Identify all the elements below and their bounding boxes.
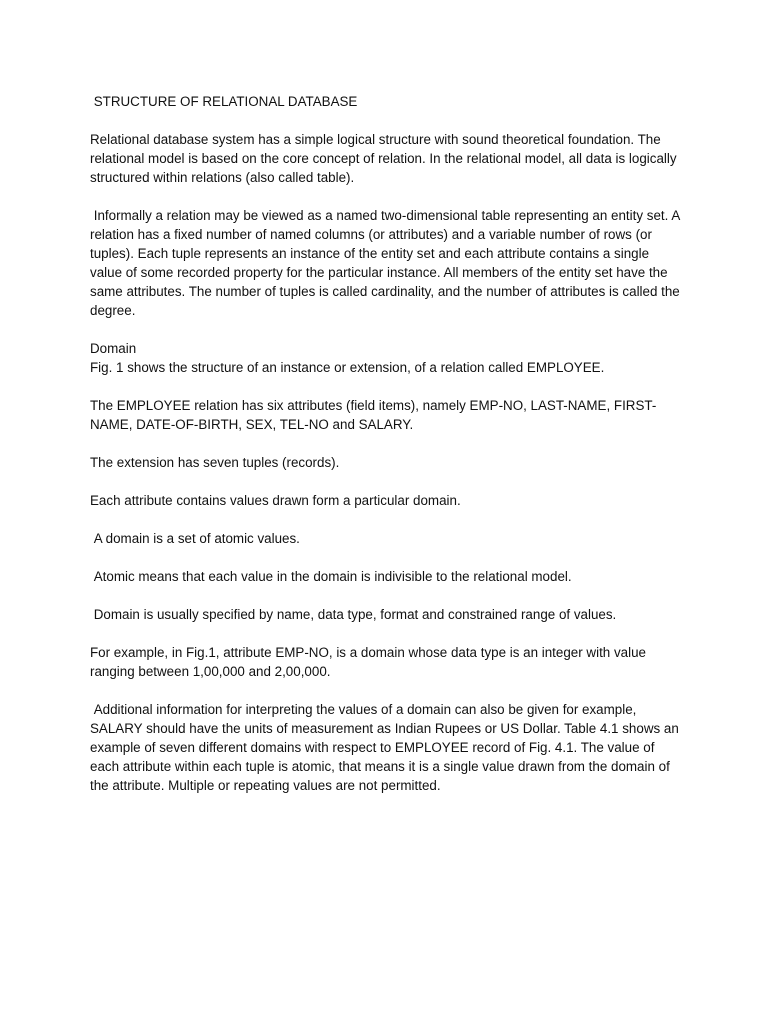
paragraph-attribute-domain: Each attribute contains values drawn form a particular domain. bbox=[90, 493, 461, 508]
paragraph-extension-tuples: The extension has seven tuples (records). bbox=[90, 455, 340, 470]
paragraph-atomic-meaning: Atomic means that each value in the domain is indivisible to the relational model. bbox=[90, 569, 572, 584]
paragraph-intro: Relational database system has a simple logical structure with sound theoretical foundation. The relational model is based on the core concept of relation. In the relational model, all data is logically structured within relations (also called table). bbox=[90, 132, 681, 185]
paragraph-employee-attributes: The EMPLOYEE relation has six attributes (field items), namely EMP-NO, LAST-NAME, FIRST-NAME, DATE-OF-BIRTH, SEX, TEL-NO and SALARY. bbox=[90, 398, 657, 432]
document-title: STRUCTURE OF RELATIONAL DATABASE bbox=[90, 94, 358, 109]
paragraph-example-emp-no: For example, in Fig.1, attribute EMP-NO, is a domain whose data type is an integer with value ranging between 1,00,000 and 2,00,000. bbox=[90, 645, 650, 679]
paragraph-domain-atomic: A domain is a set of atomic values. bbox=[90, 531, 300, 546]
paragraph-relation-definition: Informally a relation may be viewed as a named two-dimensional table representing an entity set. A relation has a fixed number of named columns (or attributes) and a variable number of rows (or tuples). Each tuple represents an instance of the entity set and each attribute contains a single value of some recorded property for the particular instance. All members of the entity set have the same attributes. The number of tuples is called cardinality, and the number of attributes is called the degree. bbox=[90, 208, 684, 318]
section-heading-domain: Domain bbox=[90, 341, 137, 356]
paragraph-fig-reference: Fig. 1 shows the structure of an instance or extension, of a relation called EMPLOYEE. bbox=[90, 360, 605, 375]
document-page bbox=[90, 92, 682, 814]
paragraph-additional-information: Additional information for interpreting the values of a domain can also be given for example, SALARY should have the units of measurement as Indian Rupees or US Dollar. Table 4.1 shows an example of seven different domains with respect to EMPLOYEE record of Fig. 4.1. The value of each attribute within each tuple is atomic, that means it is a single value drawn from the domain of the attribute. Multiple or repeating values are not permitted. bbox=[90, 702, 683, 793]
paragraph-domain-specification: Domain is usually specified by name, data type, format and constrained range of values. bbox=[90, 607, 617, 622]
